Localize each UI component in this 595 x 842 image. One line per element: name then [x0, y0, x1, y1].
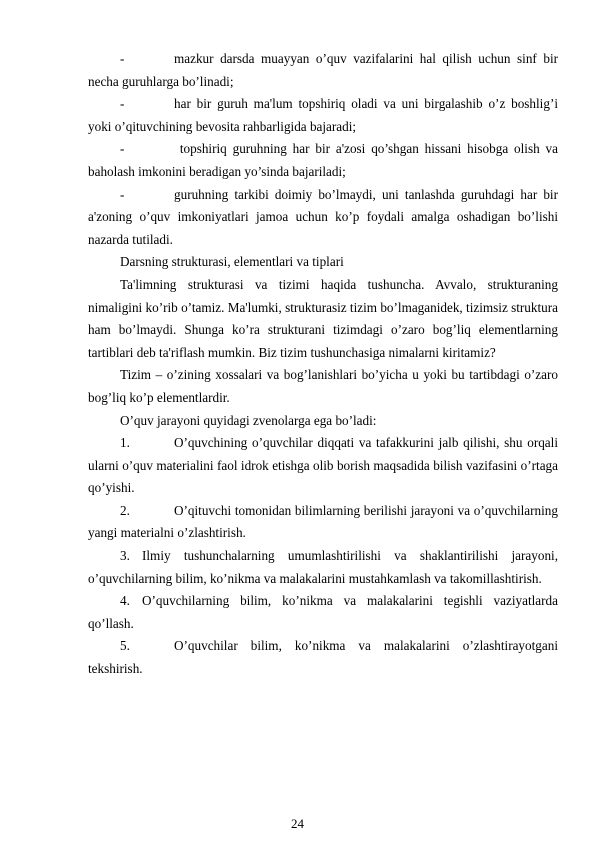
bullet-item: [88, 184, 558, 252]
bullet-item: [88, 48, 558, 93]
paragraph-text: har bir guruh ma'lum topshiriq oladi va uni birgalashib o’z boshlig’i yoki o’qituvchining bevosita rahbarligida bajaradi;: [88, 96, 558, 134]
section-heading: Darsning strukturasi, elementlari va tiplari: [120, 254, 344, 270]
paragraph-text: mazkur darsda muayyan o’quv vazifalarini hal qilish uchun sinf bir necha guruhlarga bo’linadi;: [88, 51, 558, 89]
numbered-item: [88, 500, 558, 545]
number-marker: 2.: [120, 502, 130, 518]
number-marker: 4.: [120, 593, 130, 609]
paragraph: O’quv jarayoni quyidagi zvenolarga ega bo’ladi:: [120, 412, 377, 428]
bullet-marker: -: [120, 186, 125, 202]
bullet-marker: -: [120, 141, 125, 157]
number-marker: 1.: [120, 435, 130, 451]
bullet-marker: -: [120, 51, 125, 66]
paragraph-text: guruhning tarkibi doimiy bo’lmaydi, uni tanlashda guruhdagi har bir a'zoning o’quv imkoniyatlari jamoa uchun ko’p foydali amalga oshadigan bo’lishi nazarda tutiladi.: [88, 186, 558, 247]
numbered-item: [88, 635, 558, 680]
paragraph: Ta'limning strukturasi va tizimi haqida tushuncha. Avvalo, strukturaning nimaligini ko’rib o’tamiz. Ma'lumki, strukturasiz tizim bo’lmaganidek, tizimsiz struktura ham bo’lmaydi. Shunga ko’ra strukturani tizimdagi o’zaro bog’liq elementlarning tartiblari deb ta'riflash mumkin. Biz tizim tushunchasiga nimalarni kiritamiz?: [88, 276, 558, 360]
page-number: 24: [291, 816, 304, 831]
paragraph-text: O’qituvchi tomonidan bilimlarning berilishi jarayoni va o’quvchilarning yangi materialni o’zlashtirish.: [88, 502, 558, 541]
number-marker: 3.: [120, 548, 130, 564]
paragraph: Tizim – o’zining xossalari va bog’lanishlari bo’yicha u yoki bu tartibdagi o’zaro bog’liq ko’p elementlardir.: [88, 367, 558, 405]
number-marker: 5.: [120, 638, 130, 654]
numbered-item: [88, 590, 558, 635]
bullet-item: [88, 93, 558, 138]
paragraph-text: O’quvchilar bilim, ko’nikma va malakalarini o’zlashtirayotgani tekshirish.: [88, 638, 558, 677]
document-page: [88, 48, 558, 681]
numbered-item: [88, 432, 558, 500]
bullet-marker: -: [120, 96, 125, 112]
paragraph-text: topshiriq guruhning har bir a'zosi qo’shgan hissani hisobga olish va baholash imkonini beradigan yo’sinda bajariladi;: [88, 141, 558, 179]
paragraph-text: Ilmiy tushunchalarning umumlashtirilishi va shaklantirilishi jarayoni, o’quvchilarning bilim, ko’nikma va malakalarini mustahkamlash va takomillashtirish.: [88, 548, 558, 586]
paragraph-text: O’quvchining o’quvchilar diqqati va tafakkurini jalb qilishi, shu orqali ularni o’quv materialini faol idrok etishga olib borish maqsadida bilish vazifasini o’rtaga qo’yishi.: [88, 435, 558, 496]
paragraph-text: O’quvchilarning bilim, ko’nikma va malakalarini tegishli vaziyatlarda qo’llash.: [88, 593, 558, 631]
numbered-item: [88, 545, 558, 590]
bullet-item: [88, 138, 558, 183]
